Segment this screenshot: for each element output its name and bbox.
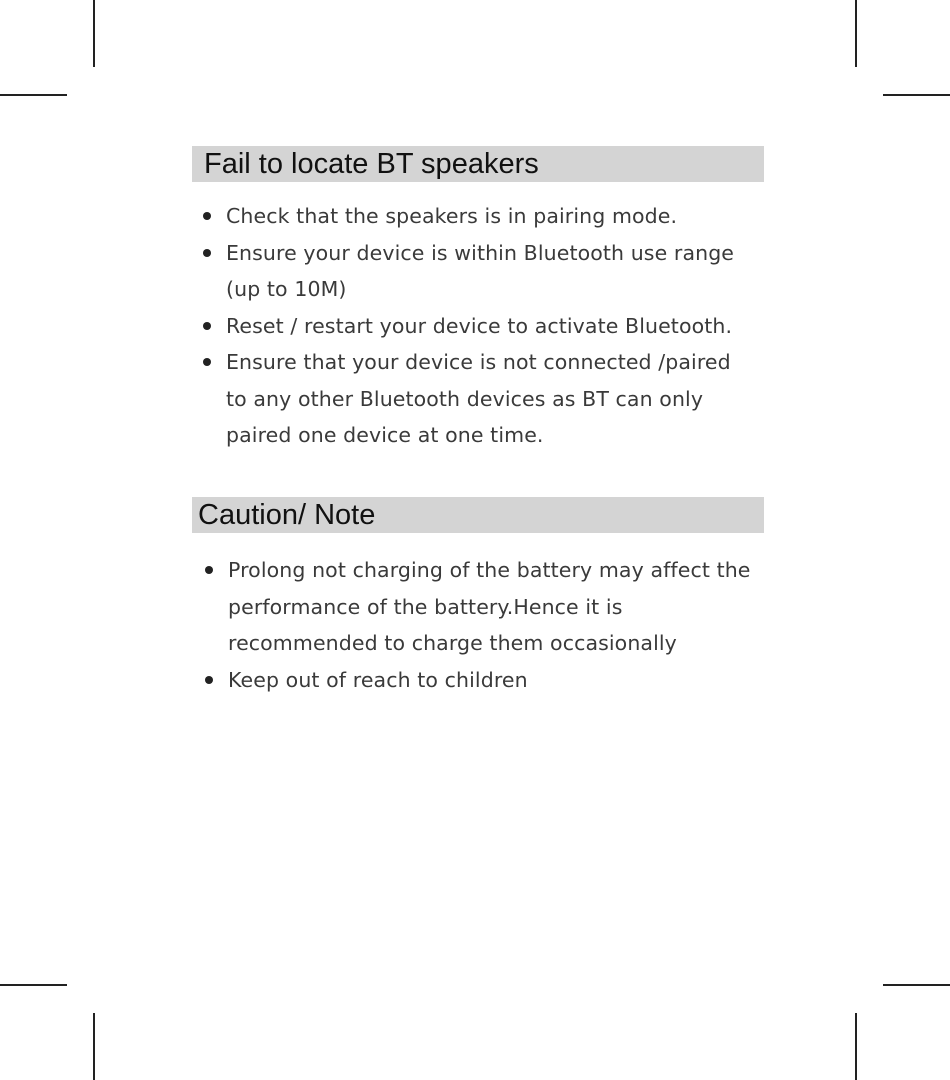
bullet-icon <box>203 212 211 220</box>
crop-mark-bottom-right-horizontal <box>883 984 950 986</box>
list-item <box>202 662 751 699</box>
section-title: Fail to locate BT speakers <box>204 148 539 180</box>
list-item-text: (up to 10M) <box>226 277 347 301</box>
section-title: Caution/ Note <box>198 499 376 531</box>
crop-mark-top-left-horizontal <box>0 94 67 96</box>
list-item-text: Ensure that your device is not connected /paired <box>226 350 731 374</box>
section-header-caution <box>192 497 764 533</box>
list-item <box>202 552 751 662</box>
list-item-text: Keep out of reach to children <box>228 667 528 692</box>
list-item <box>200 198 734 235</box>
bullet-icon <box>203 249 211 257</box>
list-item <box>200 235 734 308</box>
crop-mark-top-left-vertical <box>93 0 95 67</box>
list-item <box>200 344 734 454</box>
list-item-text: Ensure your device is within Bluetooth use range <box>226 240 735 265</box>
list-item-text: paired one device at one time. <box>226 423 544 447</box>
list-item-text: Prolong not charging of the battery may affect the <box>228 558 751 582</box>
crop-mark-top-right-horizontal <box>883 94 950 96</box>
bullet-icon <box>205 566 213 574</box>
troubleshooting-list <box>200 198 734 454</box>
crop-mark-bottom-right-vertical <box>855 1013 857 1080</box>
crop-mark-top-right-vertical <box>855 0 857 67</box>
list-item-text: Reset / restart your device to activate Bluetooth. <box>226 313 733 338</box>
list-item <box>200 308 734 345</box>
crop-mark-bottom-left-vertical <box>93 1013 95 1080</box>
crop-mark-bottom-left-horizontal <box>0 984 67 986</box>
list-item-text: recommended to charge them occasionally <box>228 631 677 655</box>
caution-list <box>202 552 751 698</box>
bullet-icon <box>203 322 211 330</box>
bullet-icon <box>203 358 211 366</box>
list-item-text: Check that the speakers is in pairing mode. <box>226 204 678 228</box>
bullet-icon <box>205 676 213 684</box>
section-header-troubleshooting <box>192 146 764 182</box>
list-item-text: performance of the battery.Hence it is <box>228 594 623 619</box>
list-item-text: to any other Bluetooth devices as BT can only <box>226 386 704 411</box>
